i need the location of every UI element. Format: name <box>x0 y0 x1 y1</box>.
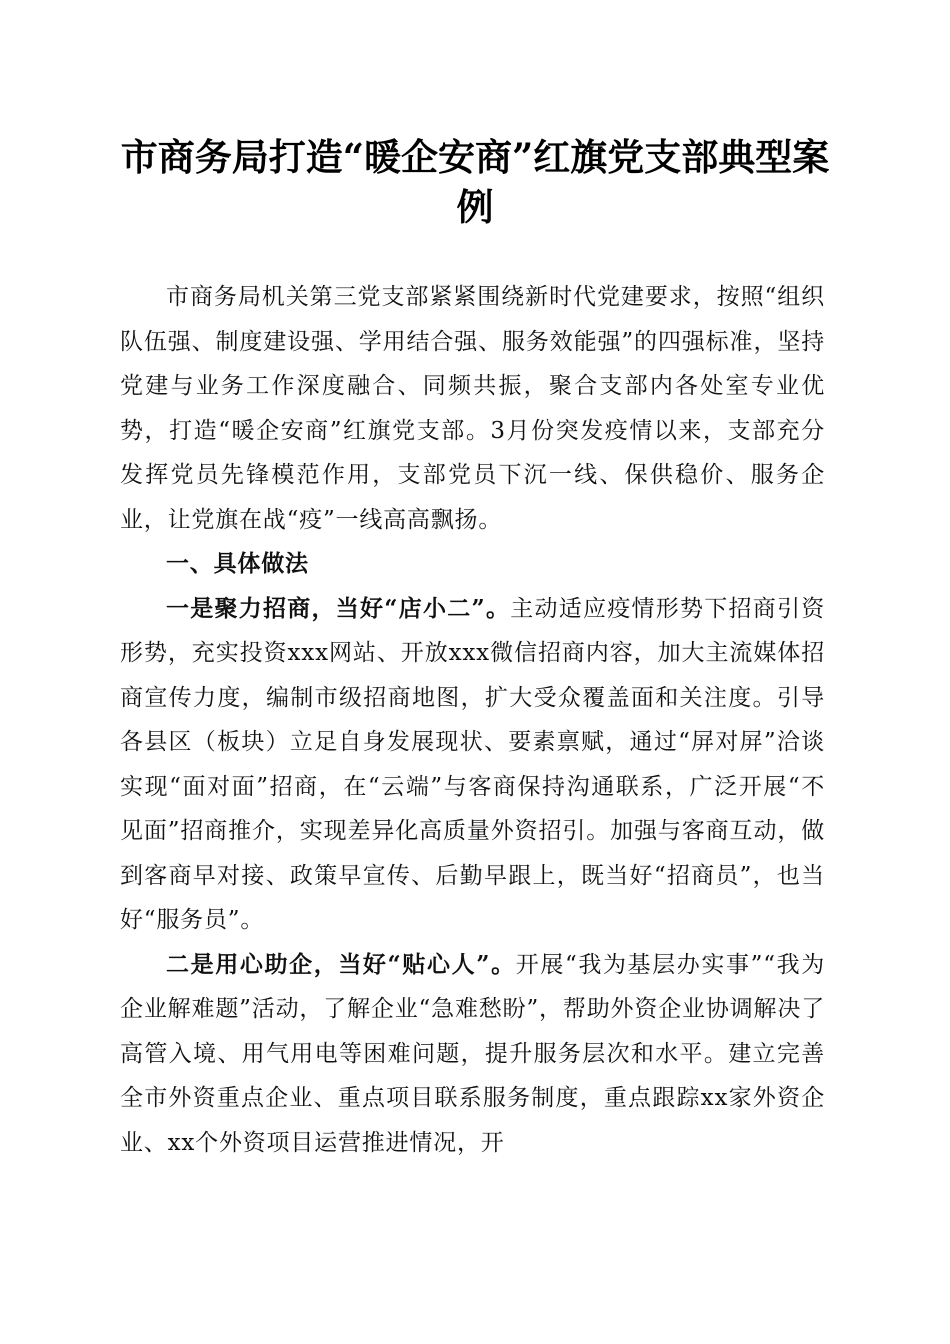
paragraph-enterprise-support <box>120 943 825 1166</box>
document-title: 市商务局打造“暖企安商”红旗党支部典型案例 <box>120 135 830 229</box>
section-heading: 一、具体做法 <box>166 550 309 577</box>
document-body <box>120 275 825 1165</box>
paragraph-text: 主动适应疫情形势下招商引资形势，充实投资xxx网站、开放xxx微信招商内容，加大主流媒体招商宣传力度，编制市级招商地图，扩大受众覆盖面和关注度。引导各县区（板块）立足自身发展现状、要素禀赋，通过“屏对屏”洽谈实现“面对面”招商，在“云端”与客商保持沟通联系，广泛开展“不见面”招商推介，实现差异化高质量外资招引。加强与客商互动，做到客商早对接、政策早宣传、后勤早跟上，既当好“招商员”，也当好“服务员”。 <box>120 595 825 933</box>
paragraph-text: 开展“我为基层办实事”“我为企业解难题”活动，了解企业“急难愁盼”，帮助外资企业协调解决了高管入境、用气用电等困难问题，提升服务层次和水平。建立完善全市外资重点企业、重点项目联系服务制度，重点跟踪xx家外资企业、xx个外资项目运营推进情况，开 <box>120 951 825 1156</box>
paragraph-recruitment <box>120 587 825 943</box>
paragraph-lead: 二是用心助企，当好“贴心人”。 <box>166 950 516 978</box>
paragraph-lead: 一是聚力招商，当好“店小二”。 <box>166 594 511 622</box>
intro-paragraph: 市商务局机关第三党支部紧紧围绕新时代党建要求，按照“组织队伍强、制度建设强、学用结合强、服务效能强”的四强标准，坚持党建与业务工作深度融合、同频共振，聚合支部内各处室专业优势，打造“暖企安商”红旗党支部。3月份突发疫情以来，支部充分发挥党员先锋模范作用，支部党员下沉一线、保供稳价、服务企业，让党旗在战“疫”一线高高飘扬。 <box>120 284 825 533</box>
